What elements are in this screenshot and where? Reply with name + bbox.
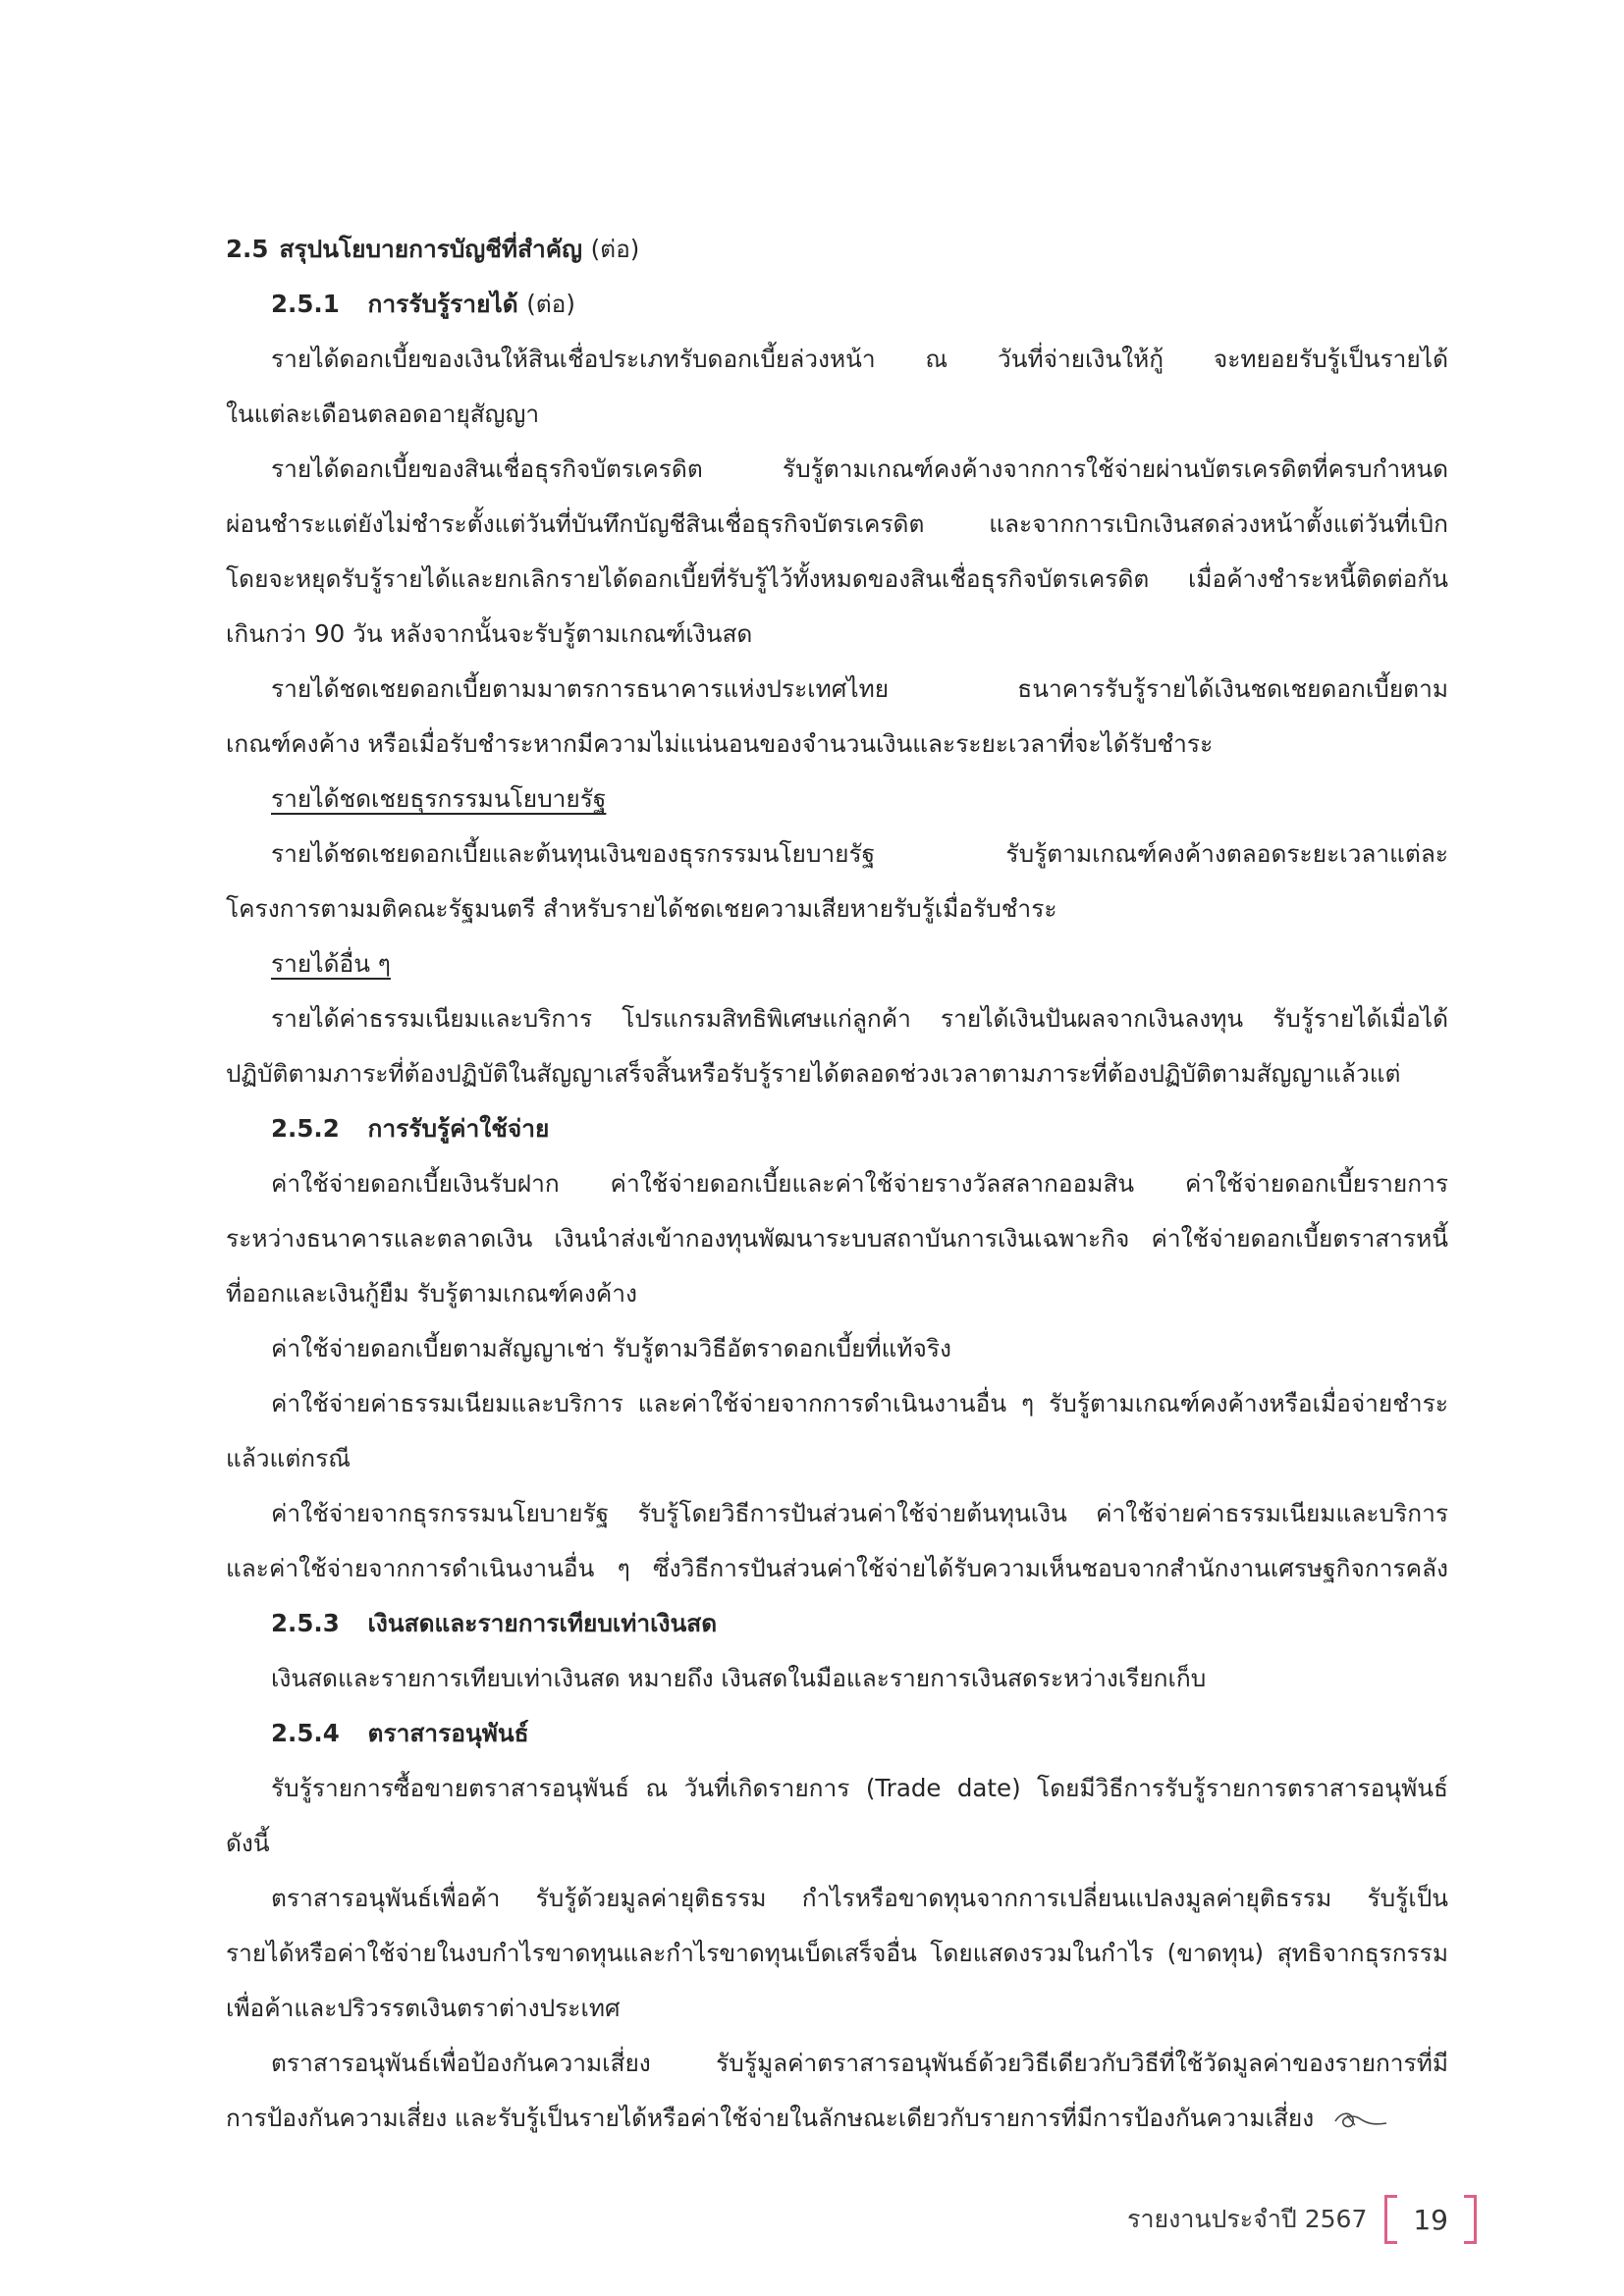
subsection-heading-2-5-2 [226,1101,1448,1156]
paragraph-line: เงินสดและรายการเทียบเท่าเงินสด หมายถึง เงินสดในมือและรายการเงินสดระหว่างเรียกเก็บ [271,1664,1207,1692]
paragraph-line: ดังนี้ [226,1829,270,1857]
paragraph-line: รายได้ชดเชยดอกเบี้ยตามมาตรการธนาคารแห่งประเทศไทย ธนาคารรับรู้รายได้เงินชดเชยดอกเบี้ยตาม [271,674,1448,703]
section-title: สรุปนโยบายการบัญชีที่สำคัญ [279,235,583,263]
paragraph-line: ในแต่ละเดือนตลอดอายุสัญญา [226,400,540,428]
subsection-heading-2-5-4 [226,1706,1448,1761]
page-content [226,222,1448,2146]
paragraph-line: ระหว่างธนาคารและตลาดเงิน เงินนำส่งเข้ากองทุนพัฒนาระบบสถาบันการเงินเฉพาะกิจ ค่าใช้จ่ายดอกเบี้ยตราสารหนี้ [226,1224,1448,1253]
paragraph-line: รายได้หรือค่าใช้จ่ายในงบกำไรขาดทุนและกำไรขาดทุนเบ็ดเสร็จอื่น โดยแสดงรวมในกำไร (ขาดทุน) สุทธิจากธุรกรรม [226,1939,1448,1967]
subsection-title: ตราสารอนุพันธ์ [367,1719,529,1747]
subsection-title: การรับรู้รายได้ [367,290,518,318]
subsection-number: 2.5.4 [271,1719,340,1747]
paragraph-line: แล้วแต่กรณี [226,1444,351,1472]
paragraph-line: ตราสารอนุพันธ์เพื่อค้า รับรู้ด้วยมูลค่ายุติธรรม กำไรหรือขาดทุนจากการเปลี่ยนแปลงมูลค่ายุติธรรม รับรู้เป็น [271,1884,1448,1912]
page-footer [1127,2195,1477,2244]
subheading-text: รายได้ชดเชยธุรกรรมนโยบายรัฐ [271,784,607,813]
right-bracket-decoration [1464,2195,1477,2244]
subheading-policy-compensation [226,772,1448,827]
section-heading [226,222,1448,277]
paragraph-line: รายได้ดอกเบี้ยของสินเชื่อธุรกิจบัตรเครดิต รับรู้ตามเกณฑ์คงค้างจากการใช้จ่ายผ่านบัตรเครดิตที่ครบกำหนด [271,454,1448,483]
section-continued: (ต่อ) [590,235,640,263]
paragraph-line: รับรู้รายการซื้อขายตราสารอนุพันธ์ ณ วันที่เกิดรายการ (Trade date) โดยมีวิธีการรับรู้รายการตราสารอนุพันธ์ [271,1774,1448,1802]
subsection-continued: (ต่อ) [526,290,575,318]
paragraph-line: ค่าใช้จ่ายดอกเบี้ยตามสัญญาเช่า รับรู้ตามวิธีอัตราดอกเบี้ยที่แท้จริง [271,1334,952,1362]
paragraph-line: รายได้ค่าธรรมเนียมและบริการ โปรแกรมสิทธิพิเศษแก่ลูกค้า รายได้เงินปันผลจากเงินลงทุน รับรู้รายได้เมื่อได้ [271,1004,1448,1033]
paragraph-line: ที่ออกและเงินกู้ยืม รับรู้ตามเกณฑ์คงค้าง [226,1279,638,1308]
paragraph-line: ผ่อนชำระแต่ยังไม่ชำระตั้งแต่วันที่บันทึกบัญชีสินเชื่อธุรกิจบัตรเครดิต และจากการเบิกเงินสดล่วงหน้าตั้งแต่วันที่เบิก [226,509,1448,538]
subsection-number: 2.5.3 [271,1609,340,1637]
section-number: 2.5 [226,235,269,263]
paragraph-text: การป้องกันความเสี่ยง และรับรู้เป็นรายได้หรือค่าใช้จ่ายในลักษณะเดียวกับรายการที่มีการป้องกันความเสี่ยง [226,2104,1315,2132]
subheading-other-income [226,936,1448,991]
subsection-number: 2.5.2 [271,1114,340,1143]
page-number: 19 [1413,2203,1448,2236]
paragraph-line: โครงการตามมติคณะรัฐมนตรี สำหรับรายได้ชดเชยความเสียหายรับรู้เมื่อรับชำระ [226,894,1057,923]
paragraph-line: ค่าใช้จ่ายค่าธรรมเนียมและบริการ และค่าใช้จ่ายจากการดำเนินงานอื่น ๆ รับรู้ตามเกณฑ์คงค้างหรือเมื่อจ่ายชำระ [271,1389,1448,1417]
subheading-text: รายได้อื่น ๆ [271,949,391,978]
subsection-title: เงินสดและรายการเทียบเท่าเงินสด [367,1609,718,1637]
paragraph-line: และค่าใช้จ่ายจากการดำเนินงานอื่น ๆ ซึ่งวิธีการปันส่วนค่าใช้จ่ายได้รับความเห็นชอบจากสำนักงานเศรษฐกิจการคลัง [226,1554,1448,1582]
paragraph-line: ค่าใช้จ่ายจากธุรกรรมนโยบายรัฐ รับรู้โดยวิธีการปันส่วนค่าใช้จ่ายต้นทุนเงิน ค่าใช้จ่ายค่าธรรมเนียมและบริการ [271,1499,1448,1527]
paragraph-line: ค่าใช้จ่ายดอกเบี้ยเงินรับฝาก ค่าใช้จ่ายดอกเบี้ยและค่าใช้จ่ายรางวัลสลากออมสิน ค่าใช้จ่ายดอกเบี้ยรายการ [271,1169,1448,1198]
paragraph-line: โดยจะหยุดรับรู้รายได้และยกเลิกรายได้ดอกเบี้ยที่รับรู้ไว้ทั้งหมดของสินเชื่อธุรกิจบัตรเครดิต เมื่อค้างชำระหนี้ติดต่อกัน [226,564,1448,593]
paragraph-line: รายได้ชดเชยดอกเบี้ยและต้นทุนเงินของธุรกรรมนโยบายรัฐ รับรู้ตามเกณฑ์คงค้างตลอดระยะเวลาแต่ละ [271,839,1448,868]
annual-report-label: รายงานประจำปี 2567 [1127,2205,1368,2233]
subsection-heading-2-5-1 [226,277,1448,332]
paragraph-line: เกินกว่า 90 วัน หลังจากนั้นจะรับรู้ตามเกณฑ์เงินสด [226,619,753,648]
paragraph-line: เพื่อค้าและปริวรรตเงินตราต่างประเทศ [226,1994,621,2022]
initials-signature-icon [1331,2108,1390,2131]
paragraph-line: ตราสารอนุพันธ์เพื่อป้องกันความเสี่ยง รับรู้มูลค่าตราสารอนุพันธ์ด้วยวิธีเดียวกับวิธีที่ใช้วัดมูลค่าของรายการที่มี [271,2049,1448,2077]
subsection-number: 2.5.1 [271,290,340,318]
subsection-title: การรับรู้ค่าใช้จ่าย [367,1114,550,1143]
subsection-heading-2-5-3 [226,1596,1448,1651]
paragraph-line-last [226,2091,1448,2146]
paragraph-line: รายได้ดอกเบี้ยของเงินให้สินเชื่อประเภทรับดอกเบี้ยล่วงหน้า ณ วันที่จ่ายเงินให้กู้ จะทยอยรับรู้เป็นรายได้ [271,345,1448,373]
paragraph-line: ปฏิบัติตามภาระที่ต้องปฏิบัติในสัญญาเสร็จสิ้นหรือรับรู้รายได้ตลอดช่วงเวลาตามภาระที่ต้องปฏิบัติตามสัญญาแล้วแต่ [226,1059,1401,1088]
left-bracket-decoration [1384,2195,1397,2244]
paragraph-line: เกณฑ์คงค้าง หรือเมื่อรับชำระหากมีความไม่แน่นอนของจำนวนเงินและระยะเวลาที่จะได้รับชำระ [226,729,1214,758]
